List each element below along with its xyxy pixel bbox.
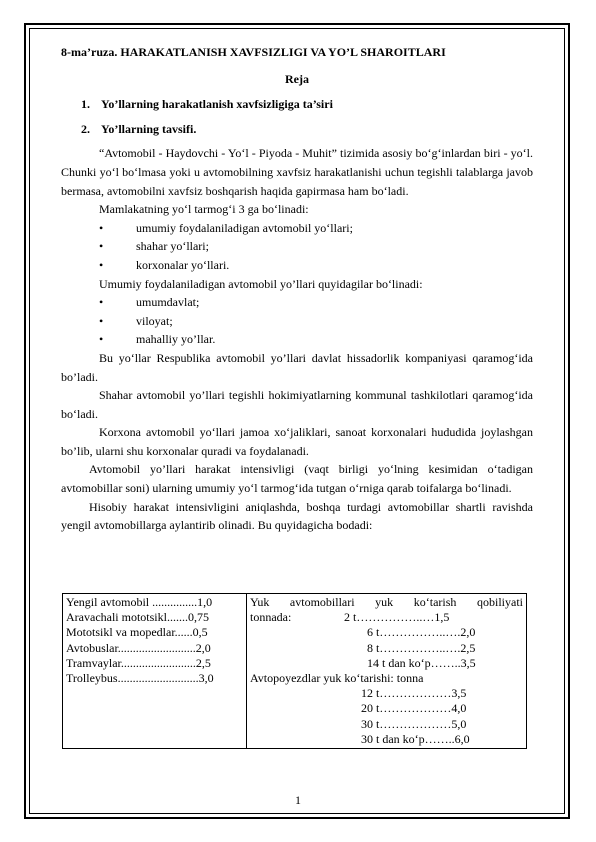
document-body [61,43,533,535]
list-item: • viloyat; [99,313,173,328]
plan-item: 1. Yo’llarning harakatlanish xavfsizligiga ta’siri [81,97,333,112]
paragraph: Avtomobil yo’llari harakat intensivligi (vaqt birligi yo‘lning kesimidan o‘tadigan avtomobillar soni) ularning umumiy yo‘l tarmog‘ida tutgan o‘rniga qarab toifalarga bo‘linadi. [61,462,533,496]
list-item: • umumiy foydalaniladigan avtomobil yo‘llari; [99,220,353,235]
paragraph: Korxona avtomobil yo‘llari jamoa xo‘jaliklari, sanoat korxonalari hududida joylashgan bo’lib, ularni shu korxonalar quradi va foydalanadi. [61,425,533,458]
table-cell-freight: Yuk avtomobillari yuk ko‘tarish qobiliyati tonnada: 2 t……………..…1,5 6 t……………..….2,0 8 t……………..….2,5 14 t dan ko‘p……..3,5 Avtopoyezdlar yuk ko‘tarishi: tonna 12 t………………3,5 20 t………………4,0 30 t………………5,0 30 t dan ko‘p……..6,0 [247,594,527,749]
table-cell-passenger: Yengil avtomobil ...............1,0 Aravachali mototsikl.......0,75 Mototsikl va mopedlar......0,5 Avtobuslar..........................2,0 Tramvaylar.........................2,5 Trolleybus...........................3,0 [63,594,247,749]
paragraph: Hisobiy harakat intensivligini aniqlashda, boshqa turdagi avtomobillar shartli ravishda yengil avtomobillarga aylantirib olinadi. Bu quyidagicha bodadi: [61,499,533,533]
list-item: • korxonalar yo‘llari. [99,257,230,272]
plan-item: 2. Yo’llarning tavsifi. [81,121,197,136]
list-item: • mahalliy yo’llar. [99,332,216,347]
list-item: • umumdavlat; [99,295,200,310]
paragraph: Shahar avtomobil yo’llari tegishli hokimiyatlarning kommunal tashkilotlari qaramog‘ida bo‘ladi. [61,388,533,421]
lecture-title: 8-ma’ruza. HARAKATLANISH XAVFSIZLIGI VA YO’L SHAROITLARI [61,45,446,59]
conversion-table [62,593,527,749]
paragraph: Mamlakatning yo‘l tarmog‘i 3 ga bo‘linadi: [99,202,309,217]
paragraph: “Avtomobil - Haydovchi - Yo‘l - Piyoda - Muhit” tizimida asosiy bo‘g‘inlardan biri - yo‘l. Chunki yo‘l bo‘lmasa yoki u avtomobilning xavfsiz harakatlanishi uchun tegishli talablarga javob bermasa, avtomobilni xavfsiz boshqarish haqida gapirmasa ham bo‘ladi. [61,146,533,198]
paragraph: Umumiy foydalaniladigan avtomobil yo’llari quyidagilar bo‘linadi: [99,276,423,291]
paragraph: Bu yo‘llar Respublika avtomobil yo’llari davlat hissadorlik kompaniyasi qaramog‘ida bo’ladi. [61,350,533,384]
list-item: • shahar yo‘llari; [99,239,209,254]
plan-list [61,95,533,138]
plan-heading: Reja [285,71,309,86]
page-number: 1 [295,793,301,807]
